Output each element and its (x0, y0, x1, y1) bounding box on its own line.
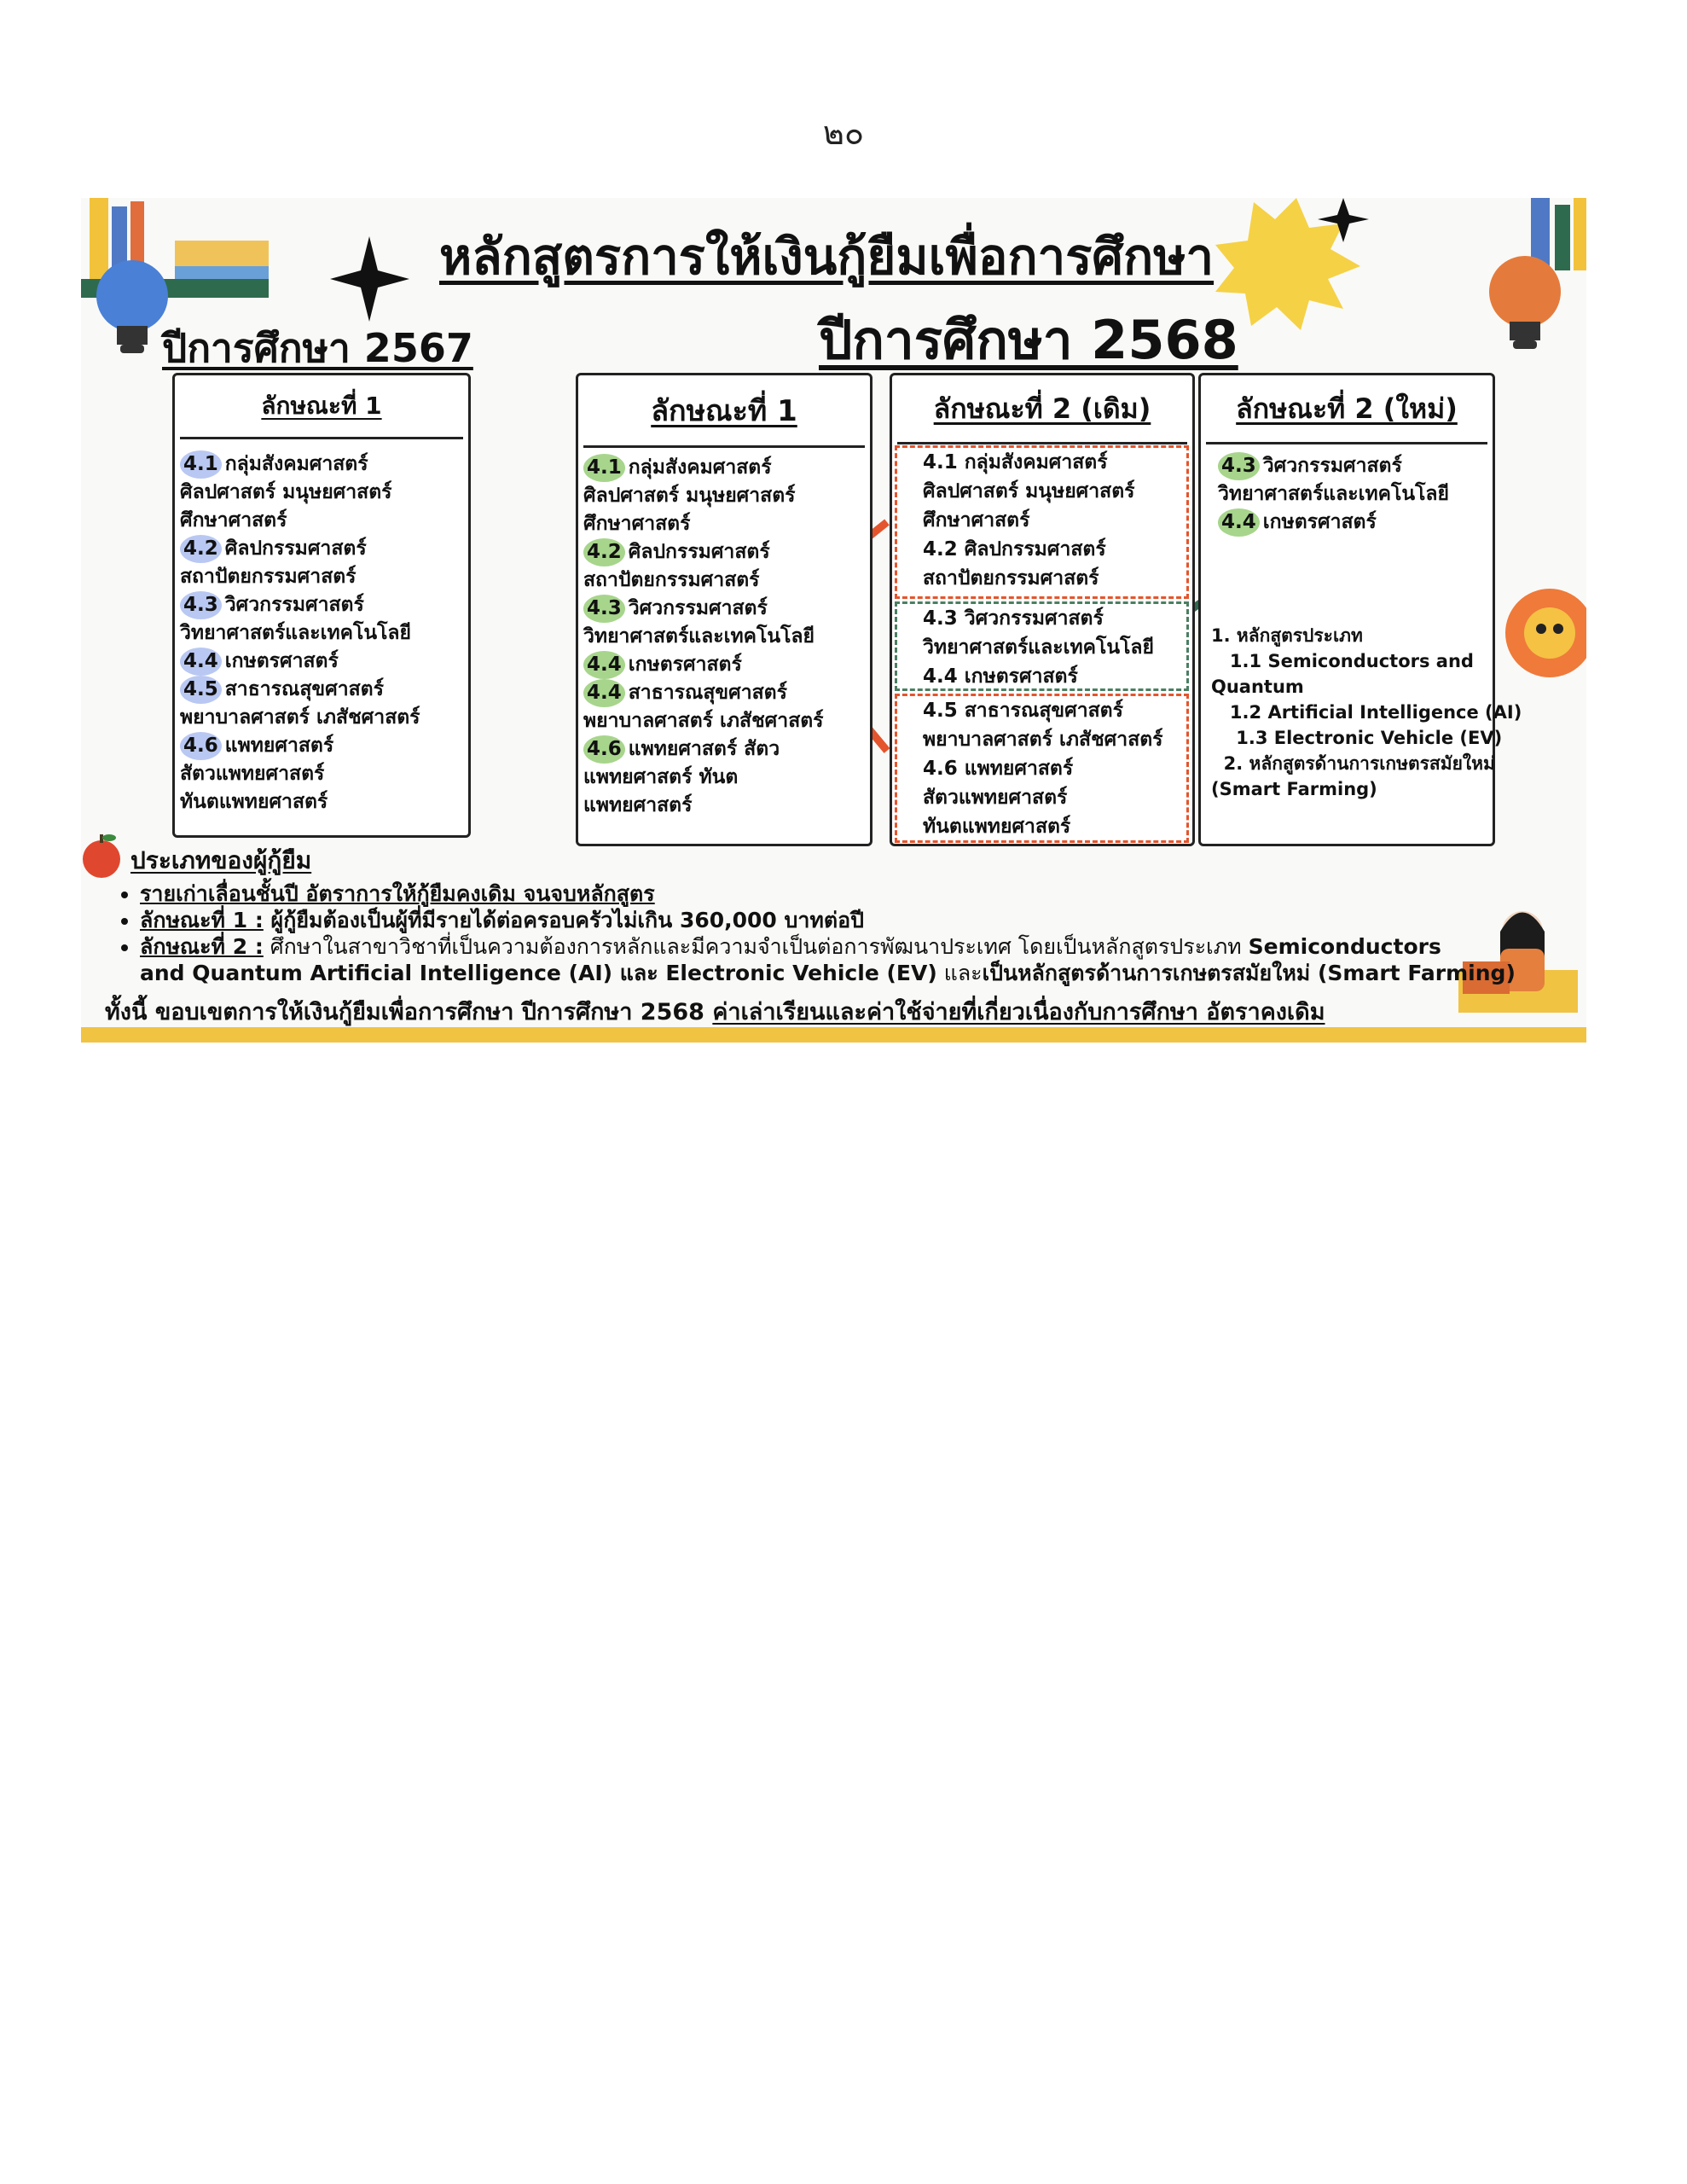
list-item (583, 623, 824, 651)
list-item: สัตวแพทยศาสตร์ (923, 787, 1068, 809)
item-code: 4.4 (1218, 508, 1260, 537)
list-item: 2. หลักสูตรด้านการเกษตรสมัยใหม่ (1211, 753, 1495, 774)
item-text: พยาบาลศาสตร์ เภสัชศาสตร์ (180, 706, 420, 729)
list-item (180, 479, 420, 507)
box-title: ลักษณะที่ 1 (651, 394, 797, 428)
list-item (583, 707, 824, 735)
item-text: สาธารณสุขศาสตร์ (224, 678, 384, 700)
box-2568-type1 (576, 373, 872, 846)
box-title: ลักษณะที่ 1 (261, 392, 382, 420)
item-text: เกษตรศาสตร์ (224, 650, 339, 672)
list-item: 1.2 Artificial Intelligence (AI) (1211, 702, 1522, 723)
footer-text: ทั้งนี้ ขอบเขตการให้เงินกู้ยืมเพื่อการศึกษา ปีการศึกษา 2568 (105, 999, 713, 1025)
item-text: แพทยศาสตร์ สัตว (628, 738, 780, 760)
item-text: วิทยาศาสตร์และเทคโนโลยี (180, 622, 411, 644)
item-code: 4.3 (1218, 452, 1260, 480)
item-list (923, 448, 1135, 593)
item-code: 4.4 (583, 679, 625, 707)
bullet-existing (140, 880, 1516, 907)
item-text: แพทยศาสตร์ (583, 794, 693, 816)
list-item (583, 651, 824, 679)
box-title: ลักษณะที่ 2 (ใหม่) (1236, 392, 1458, 425)
item-text: วิศวกรรมศาสตร์ (224, 594, 364, 616)
bullet-text: รายเก่าเลื่อนชั้นปี อัตราการให้กู้ยืมคงเดิม จนจบหลักสูตร (140, 881, 655, 906)
item-text: วิทยาศาสตร์และเทคโนโลยี (1218, 483, 1449, 505)
box-title: ลักษณะที่ 2 (เดิม) (933, 392, 1151, 425)
program-list (1211, 623, 1522, 802)
item-text: สาธารณสุขศาสตร์ (628, 682, 787, 704)
list-item (583, 595, 824, 623)
bullet-bold-text: Semiconductors (1248, 934, 1441, 959)
item-text: ศึกษาศาสตร์ (583, 513, 691, 535)
list-item (180, 732, 420, 760)
bullet-type2 (140, 933, 1516, 986)
list-item (180, 563, 420, 591)
loan-infographic (81, 198, 1586, 1043)
box-2568-type2-old (890, 373, 1195, 846)
list-item (583, 735, 824, 764)
item-text: วิทยาศาสตร์และเทคโนโลยี (583, 625, 815, 648)
item-text: กลุ่มสังคมศาสตร์ (224, 453, 368, 475)
item-text: ศิลปศาสตร์ มนุษยศาสตร์ (180, 481, 392, 503)
footer-note (105, 993, 1325, 1030)
item-text: ทันตแพทยศาสตร์ (180, 791, 328, 813)
list-item (1218, 480, 1449, 508)
item-text: กลุ่มสังคมศาสตร์ (628, 456, 772, 479)
list-item: Quantum (1211, 677, 1304, 697)
list-item: ศิลปศาสตร์ มนุษยศาสตร์ (923, 480, 1135, 502)
list-item (180, 760, 420, 788)
bullet-text: ศึกษาในสาขาวิชาที่เป็นความต้องการหลักและมีความจำเป็นต่อการพัฒนาประเทศ โดยเป็นหลักสูตรประเภท (263, 934, 1249, 959)
list-item: สถาปัตยกรรมศาสตร์ (923, 567, 1099, 590)
item-list (180, 450, 420, 816)
footer-underlined-text: ค่าเล่าเรียนและค่าใช้จ่ายที่เกี่ยวเนื่องกับการศึกษา อัตราคงเดิม (712, 999, 1325, 1025)
list-item (583, 510, 824, 538)
list-item (583, 538, 824, 566)
bullet-bold-text: and Quantum Artificial Intelligence (AI) และ Electronic Vehicle (EV) (140, 961, 937, 985)
list-item (583, 482, 824, 510)
item-code: 4.2 (583, 538, 625, 566)
item-text: สถาปัตยกรรมศาสตร์ (180, 566, 357, 588)
list-item: 4.4 เกษตรศาสตร์ (923, 665, 1078, 688)
item-code: 4.6 (180, 732, 222, 760)
item-code: 4.4 (583, 651, 625, 679)
list-item (583, 679, 824, 707)
list-item: 1.1 Semiconductors and (1211, 651, 1474, 671)
group-engineering-agri (895, 601, 1189, 691)
box-2567-type1 (172, 373, 471, 838)
main-title: หลักสูตรการให้เงินกู้ยืมเพื่อการศึกษา (439, 228, 1215, 286)
item-text: ศิลปศาสตร์ มนุษยศาสตร์ (583, 485, 796, 507)
list-item: 4.6 แพทยศาสตร์ (923, 758, 1074, 780)
footer-bar (81, 1027, 1586, 1043)
item-text: ศึกษาศาสตร์ (180, 509, 287, 531)
borrower-heading: ประเภทของผู้กู้ยืม (130, 846, 312, 874)
item-code: 4.1 (180, 450, 222, 479)
list-item (180, 507, 420, 535)
item-list (923, 696, 1163, 841)
item-code: 4.3 (583, 595, 625, 623)
list-item: 4.2 ศิลปกรรมศาสตร์ (923, 538, 1106, 561)
divider (180, 437, 463, 439)
list-item (180, 591, 420, 619)
item-text: สถาปัตยกรรมศาสตร์ (583, 569, 760, 591)
list-item: 1.3 Electronic Vehicle (EV) (1211, 728, 1503, 748)
group-health (895, 694, 1189, 843)
list-item (180, 450, 420, 479)
item-text: แพทยศาสตร์ (224, 735, 334, 757)
list-item: วิทยาศาสตร์และเทคโนโลยี (923, 636, 1154, 659)
item-text: ศิลปกรรมศาสตร์ (224, 537, 367, 560)
item-text: เกษตรศาสตร์ (1262, 511, 1377, 533)
list-item (1218, 508, 1449, 537)
list-item: 4.3 วิศวกรรมศาสตร์ (923, 607, 1104, 630)
item-text: เกษตรศาสตร์ (628, 653, 742, 676)
group-social-arts (895, 445, 1189, 599)
item-code: 4.1 (583, 454, 625, 482)
list-item (583, 566, 824, 595)
item-code: 4.5 (180, 676, 222, 704)
list-item (180, 788, 420, 816)
item-text: วิศวกรรมศาสตร์ (1262, 455, 1402, 477)
bullet-label: ลักษณะที่ 2 : (140, 934, 264, 959)
divider (1206, 442, 1487, 444)
list-item: 4.1 กลุ่มสังคมศาสตร์ (923, 451, 1108, 473)
item-list (583, 454, 824, 820)
list-item: (Smart Farming) (1211, 779, 1377, 799)
box-2568-type2-new (1198, 373, 1522, 846)
list-item (180, 535, 420, 563)
bullet-label: ลักษณะที่ 1 : (140, 908, 264, 932)
list-item: ศึกษาศาสตร์ (923, 509, 1030, 531)
bullet-bold-text: เป็นหลักสูตรด้านการเกษตรสมัยใหม่ (Smart Farming) (982, 961, 1516, 985)
item-list (1218, 452, 1449, 537)
item-code: 4.6 (583, 735, 625, 764)
list-item (180, 704, 420, 732)
year-2567-heading: ปีการศึกษา 2567 (162, 325, 473, 371)
item-text: วิศวกรรมศาสตร์ (628, 597, 768, 619)
list-item (180, 619, 420, 648)
list-item (583, 764, 824, 792)
list-item (180, 676, 420, 704)
list-item: ทันตแพทยศาสตร์ (923, 816, 1071, 838)
bullet-type1 (140, 907, 1516, 933)
list-item: พยาบาลศาสตร์ เภสัชศาสตร์ (923, 729, 1163, 751)
bullet-text: ผู้กู้ยืมต้องเป็นผู้ที่มีรายได้ต่อครอบครัวไม่เกิน 360,000 บาทต่อปี (263, 908, 865, 932)
item-text: สัตวแพทยศาสตร์ (180, 763, 325, 785)
item-text: ศิลปกรรมศาสตร์ (628, 541, 770, 563)
list-item (1218, 452, 1449, 480)
item-text: แพทยศาสตร์ ทันต (583, 766, 739, 788)
item-code: 4.4 (180, 648, 222, 676)
divider (583, 445, 865, 448)
item-code: 4.2 (180, 535, 222, 563)
borrower-bullets (119, 880, 1516, 986)
divider (897, 442, 1187, 444)
list-item: 1. หลักสูตรประเภท (1211, 625, 1363, 646)
item-list (923, 604, 1154, 691)
list-item (180, 648, 420, 676)
page-number: ๒๐ (822, 114, 865, 152)
list-item: 4.5 สาธารณสุขศาสตร์ (923, 700, 1123, 722)
item-text: พยาบาลศาสตร์ เภสัชศาสตร์ (583, 710, 824, 732)
bullet-text: และ (936, 961, 983, 985)
item-code: 4.3 (180, 591, 222, 619)
list-item (583, 792, 824, 820)
list-item (583, 454, 824, 482)
year-2568-heading: ปีการศึกษา 2568 (819, 309, 1238, 371)
